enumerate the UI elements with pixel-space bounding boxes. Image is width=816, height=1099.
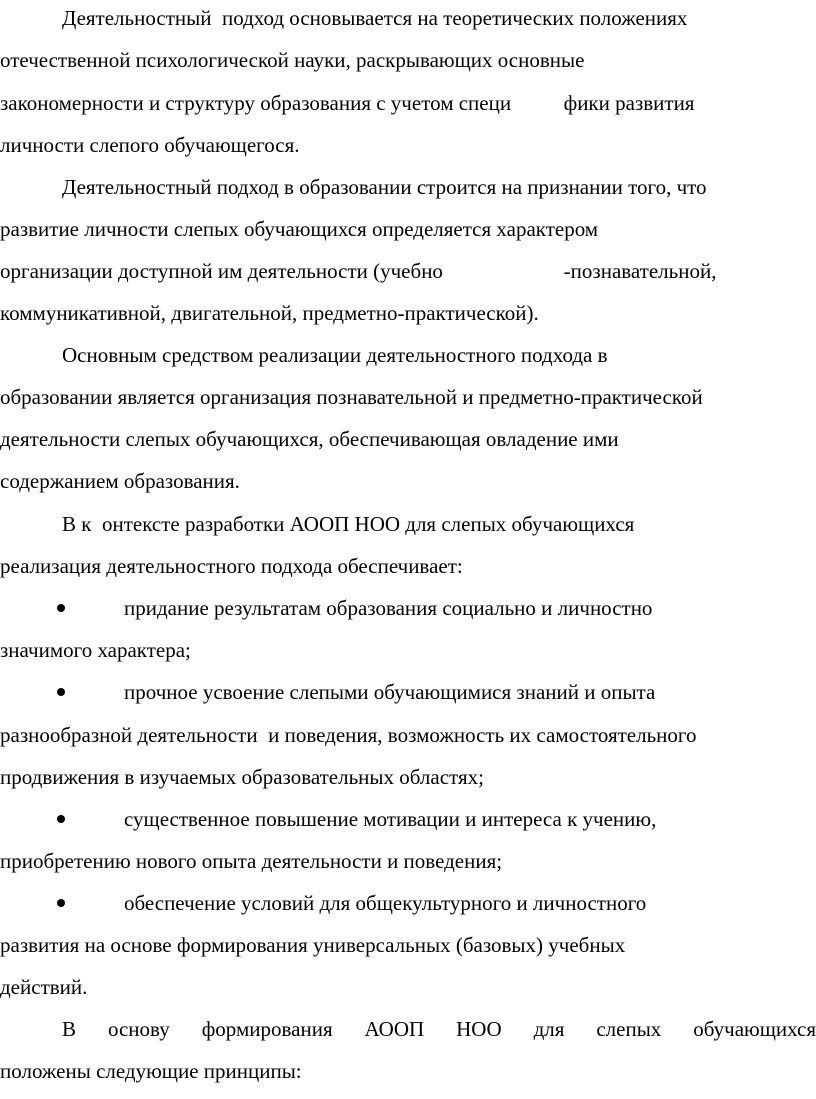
- paragraph-3-line-4: содержанием образования.: [0, 469, 240, 493]
- bullet-2-line-1: прочное усвоение слепыми обучающимися знаний и опыта: [124, 680, 656, 704]
- paragraph-3-line-2: образовании является организация познавательной и предметно-практической: [0, 385, 703, 409]
- paragraph-2-line-1: Деятельностный подход в образовании строится на признании того, что: [62, 175, 707, 199]
- paragraph-1-line-2: отечественной психологической науки, раскрывающих основные: [0, 48, 585, 72]
- bullet-2-line-3: продвижения в изучаемых образовательных областях;: [0, 765, 484, 789]
- paragraph-1-line-3: закономерности и структуру образования с учетом специ фики развития: [0, 91, 695, 115]
- paragraph-1-line-1: Деятельностный подход основывается на теоретических положениях: [62, 6, 688, 30]
- paragraph-4-line-1: В к онтексте разработки АООП НОО для слепых обучающихся: [62, 512, 635, 536]
- paragraph-1-line-4: личности слепого обучающегося.: [0, 133, 300, 157]
- paragraph-2-line-2: развитие личности слепых обучающихся определяется характером: [0, 217, 599, 241]
- paragraph-4-line-2: реализация деятельностного подхода обеспечивает:: [0, 554, 463, 578]
- bullet-4-line-3: действий.: [0, 975, 88, 999]
- bullet-1-line-1: придание результатам образования социально и личностно: [124, 596, 653, 620]
- bullet-3-line-1: существенное повышение мотивации и интереса к учению,: [124, 807, 657, 831]
- final-paragraph-line-2: положены следующие принципы:: [0, 1059, 302, 1083]
- bullet-1-line-2: значимого характера;: [0, 638, 191, 662]
- bullet-4-line-2: развития на основе формирования универсальных (базовых) учебных: [0, 933, 626, 957]
- final-paragraph-line-1: В основу формирования АООП НОО для слепых обучающихся: [62, 1017, 816, 1041]
- bullet-4-line-1: обеспечение условий для общекультурного и личностного: [124, 891, 647, 915]
- paragraph-3-line-3: деятельности слепых обучающихся, обеспечивающая овладение ими: [0, 427, 619, 451]
- paragraph-2-line-4: коммуникативной, двигательной, предметно-практической).: [0, 301, 539, 325]
- paragraph-2-line-3: организации доступной им деятельности (учебно -познавательной,: [0, 259, 717, 283]
- paragraph-3-line-1: Основным средством реализации деятельностного подхода в: [62, 343, 608, 367]
- bullet-2-line-2: разнообразной деятельности и поведения, возможность их самостоятельного: [0, 723, 697, 747]
- bullet-3-line-2: приобретению нового опыта деятельности и поведения;: [0, 849, 503, 873]
